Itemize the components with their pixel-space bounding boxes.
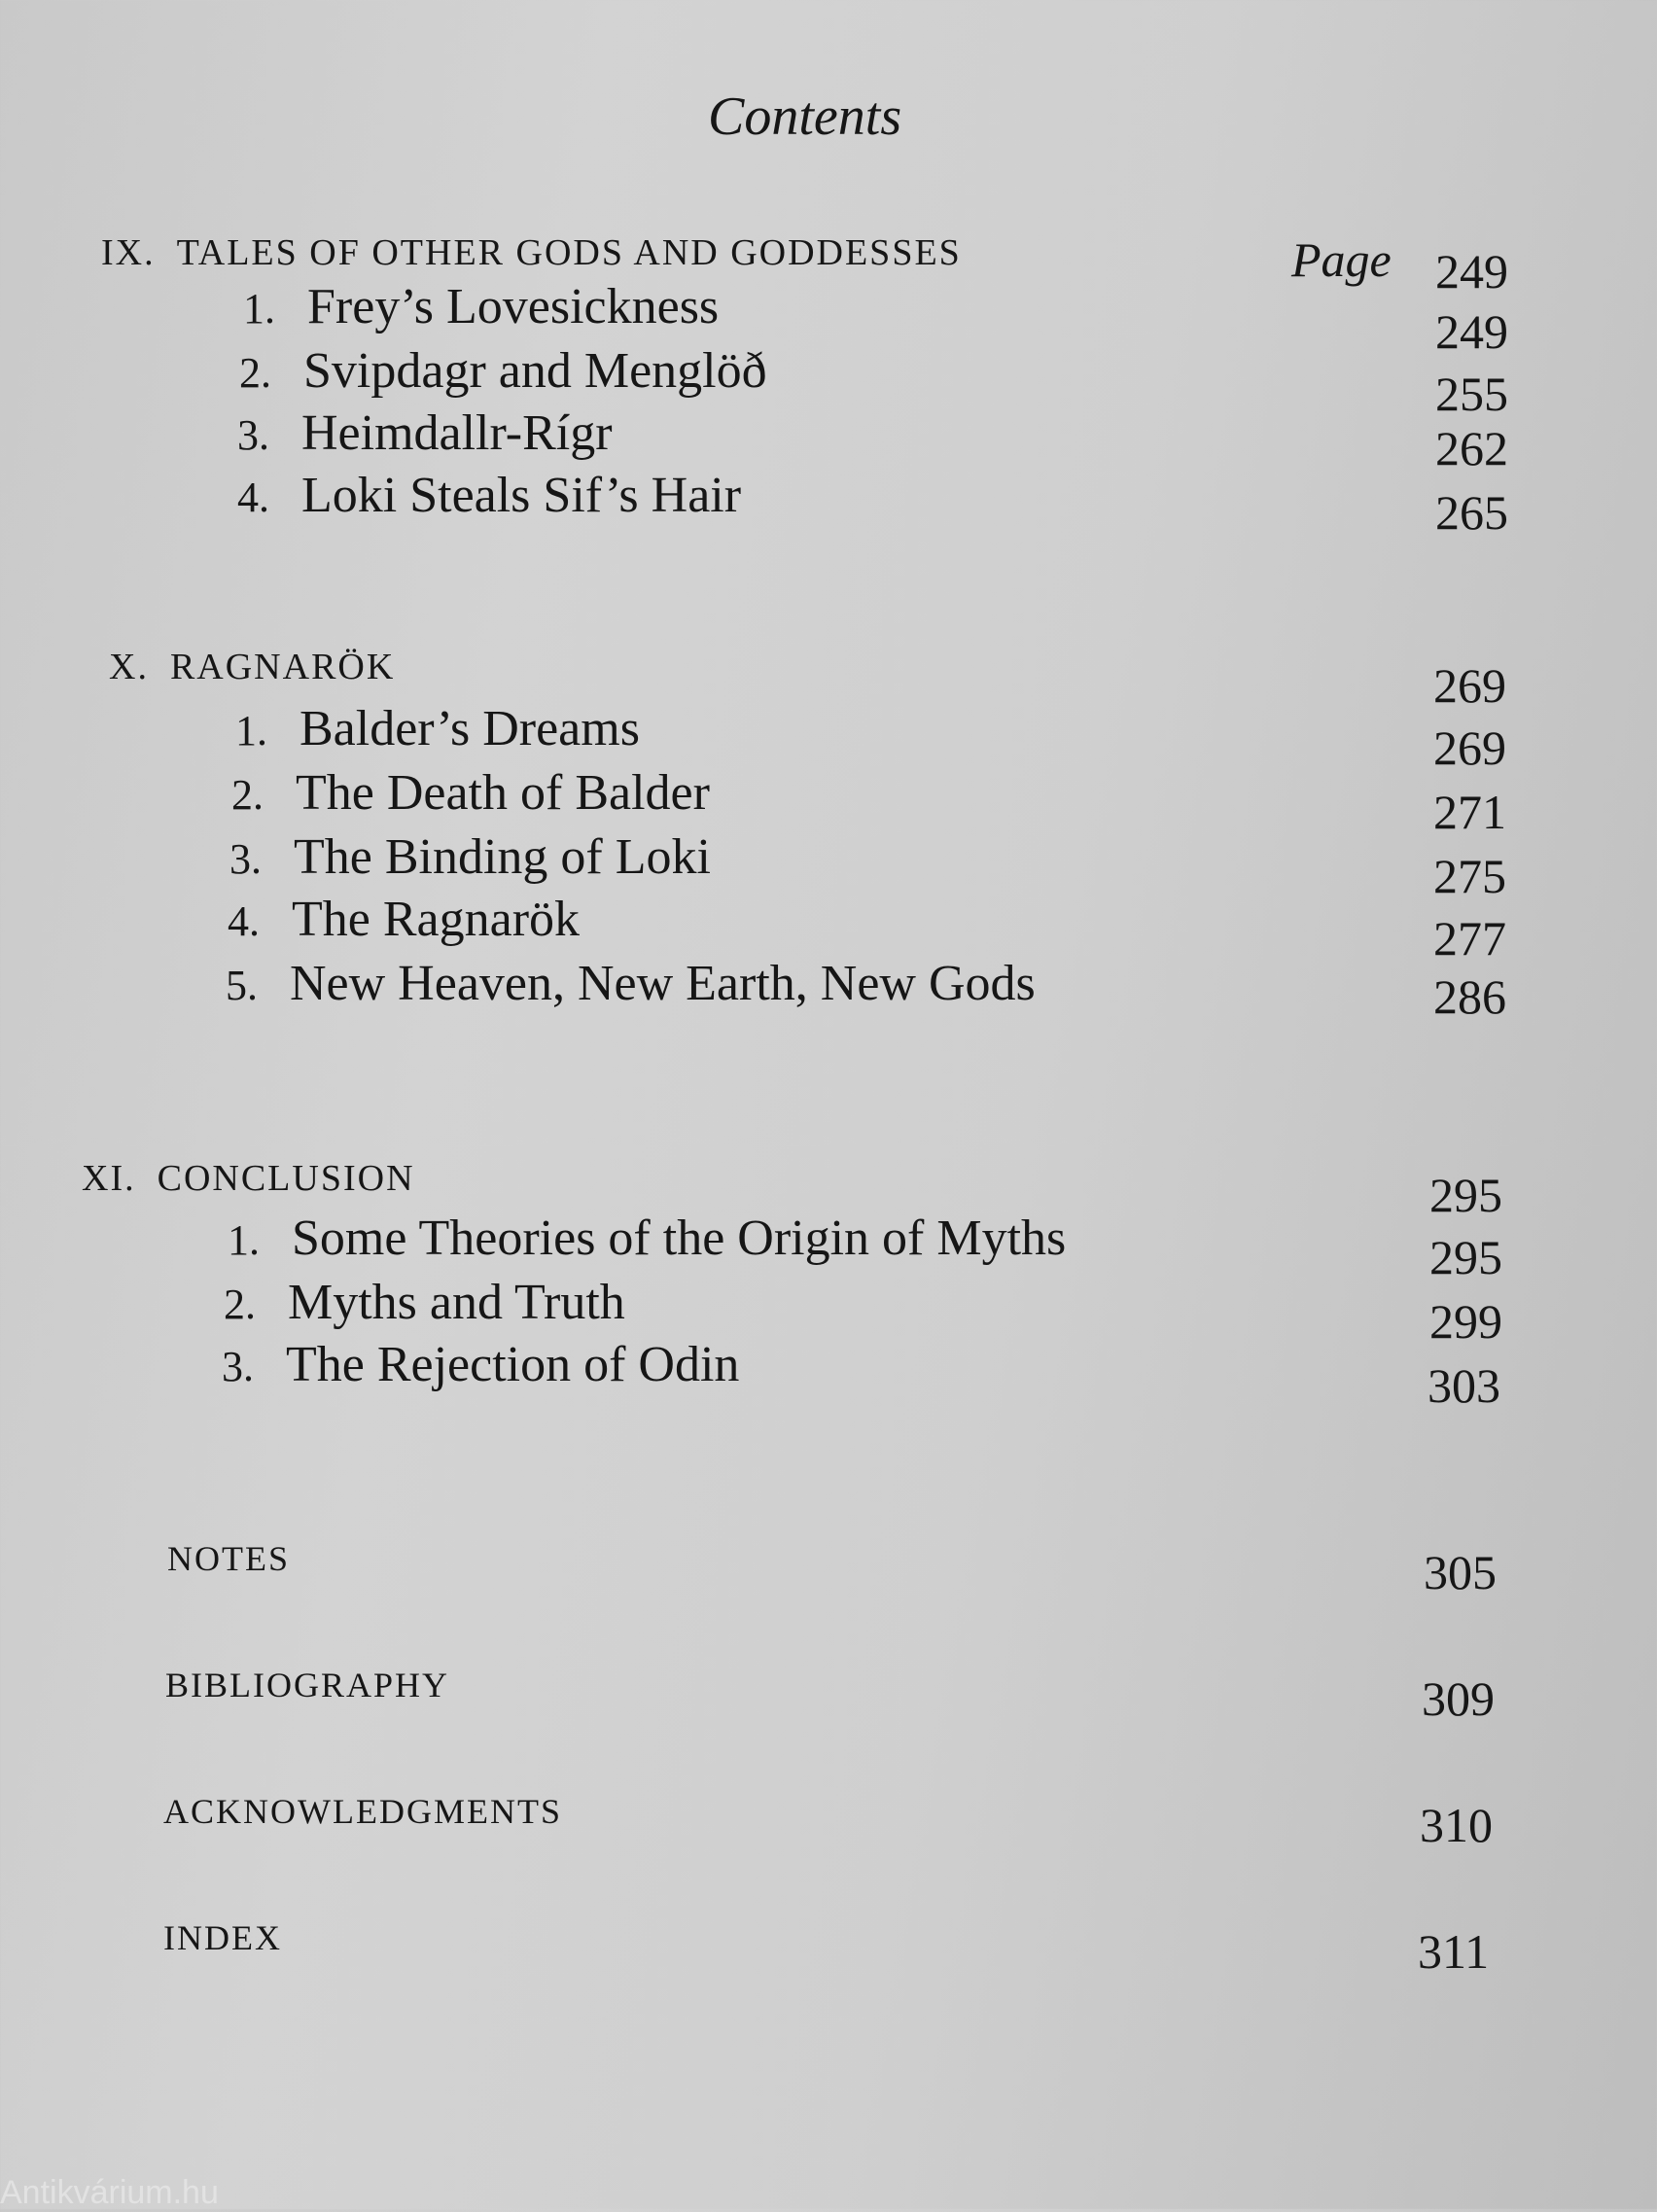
toc-item <box>231 764 710 822</box>
toc-item <box>226 955 1036 1012</box>
back-matter-page-number: 311 <box>1418 1924 1490 1979</box>
item-title: The Binding of Loki <box>294 829 711 885</box>
item-title: The Ragnarök <box>292 892 581 947</box>
item-title: Heimdallr-Rígr <box>301 405 613 461</box>
back-matter-page-number: 309 <box>1422 1671 1495 1726</box>
section-title: RAGNARÖK <box>169 647 396 687</box>
section-number: X. <box>109 647 149 687</box>
item-title: Balder’s Dreams <box>300 701 640 756</box>
item-page-number: 249 <box>1435 304 1508 359</box>
back-matter-acknowledgments: ACKNOWLEDGMENTS <box>163 1792 562 1831</box>
toc-item <box>222 1336 739 1393</box>
item-page-number: 269 <box>1433 720 1506 775</box>
item-number: 2. <box>239 349 271 397</box>
item-number: 1. <box>235 707 267 755</box>
section-heading <box>101 231 962 274</box>
toc-item <box>228 1210 1066 1267</box>
item-number: 4. <box>228 897 260 945</box>
item-title: The Death of Balder <box>296 765 710 821</box>
item-page-number: 255 <box>1435 367 1508 421</box>
item-page-number: 295 <box>1429 1230 1502 1284</box>
item-page-number: 277 <box>1433 911 1506 966</box>
back-matter-notes: NOTES <box>167 1539 290 1578</box>
item-page-number: 275 <box>1433 849 1506 903</box>
item-number: 5. <box>226 962 258 1009</box>
item-page-number: 303 <box>1428 1358 1500 1413</box>
item-number: 3. <box>229 835 262 883</box>
section-title: TALES OF OTHER GODS AND GODDESSES <box>176 232 962 273</box>
item-page-number: 271 <box>1433 785 1506 839</box>
back-matter-page-number: 305 <box>1424 1545 1497 1599</box>
back-matter-bibliography: BIBLIOGRAPHY <box>165 1666 450 1704</box>
item-title: New Heaven, New Earth, New Gods <box>290 956 1036 1011</box>
item-title: The Rejection of Odin <box>286 1337 740 1392</box>
item-page-number: 265 <box>1435 485 1508 540</box>
item-page-number: 299 <box>1429 1294 1502 1349</box>
toc-item <box>235 700 640 757</box>
section-heading <box>82 1157 415 1200</box>
toc-item <box>237 404 613 462</box>
watermark-text: Antikvárium.hu <box>0 2174 219 2211</box>
section-page-number: 249 <box>1435 244 1508 298</box>
item-title: Frey’s Lovesickness <box>307 279 720 334</box>
page-column-label: Page <box>1291 232 1392 287</box>
back-matter-index: INDEX <box>163 1918 282 1957</box>
toc-item <box>228 891 580 948</box>
section-number: XI. <box>82 1158 136 1199</box>
section-heading <box>109 646 395 688</box>
toc-item <box>224 1274 625 1331</box>
item-number: 2. <box>224 1281 256 1328</box>
item-title: Some Theories of the Origin of Myths <box>292 1211 1067 1266</box>
toc-item <box>237 467 741 524</box>
item-number: 2. <box>231 771 264 819</box>
back-matter-page-number: 310 <box>1420 1798 1493 1852</box>
toc-item <box>243 278 719 335</box>
section-page-number: 295 <box>1429 1168 1502 1222</box>
item-number: 3. <box>237 411 269 459</box>
item-number: 3. <box>222 1343 254 1390</box>
section-number: IX. <box>101 232 156 273</box>
item-title: Loki Steals Sif’s Hair <box>301 468 742 523</box>
item-page-number: 286 <box>1433 969 1506 1024</box>
item-title: Svipdagr and Menglöð <box>303 343 767 399</box>
item-page-number: 262 <box>1435 421 1508 475</box>
toc-item <box>239 342 767 400</box>
item-number: 1. <box>243 285 275 333</box>
contents-title: Contents <box>708 87 902 147</box>
section-page-number: 269 <box>1433 658 1506 713</box>
item-number: 1. <box>228 1216 260 1264</box>
toc-item <box>229 828 711 886</box>
item-number: 4. <box>237 474 269 521</box>
item-title: Myths and Truth <box>288 1275 625 1330</box>
section-title: CONCLUSION <box>157 1158 415 1199</box>
